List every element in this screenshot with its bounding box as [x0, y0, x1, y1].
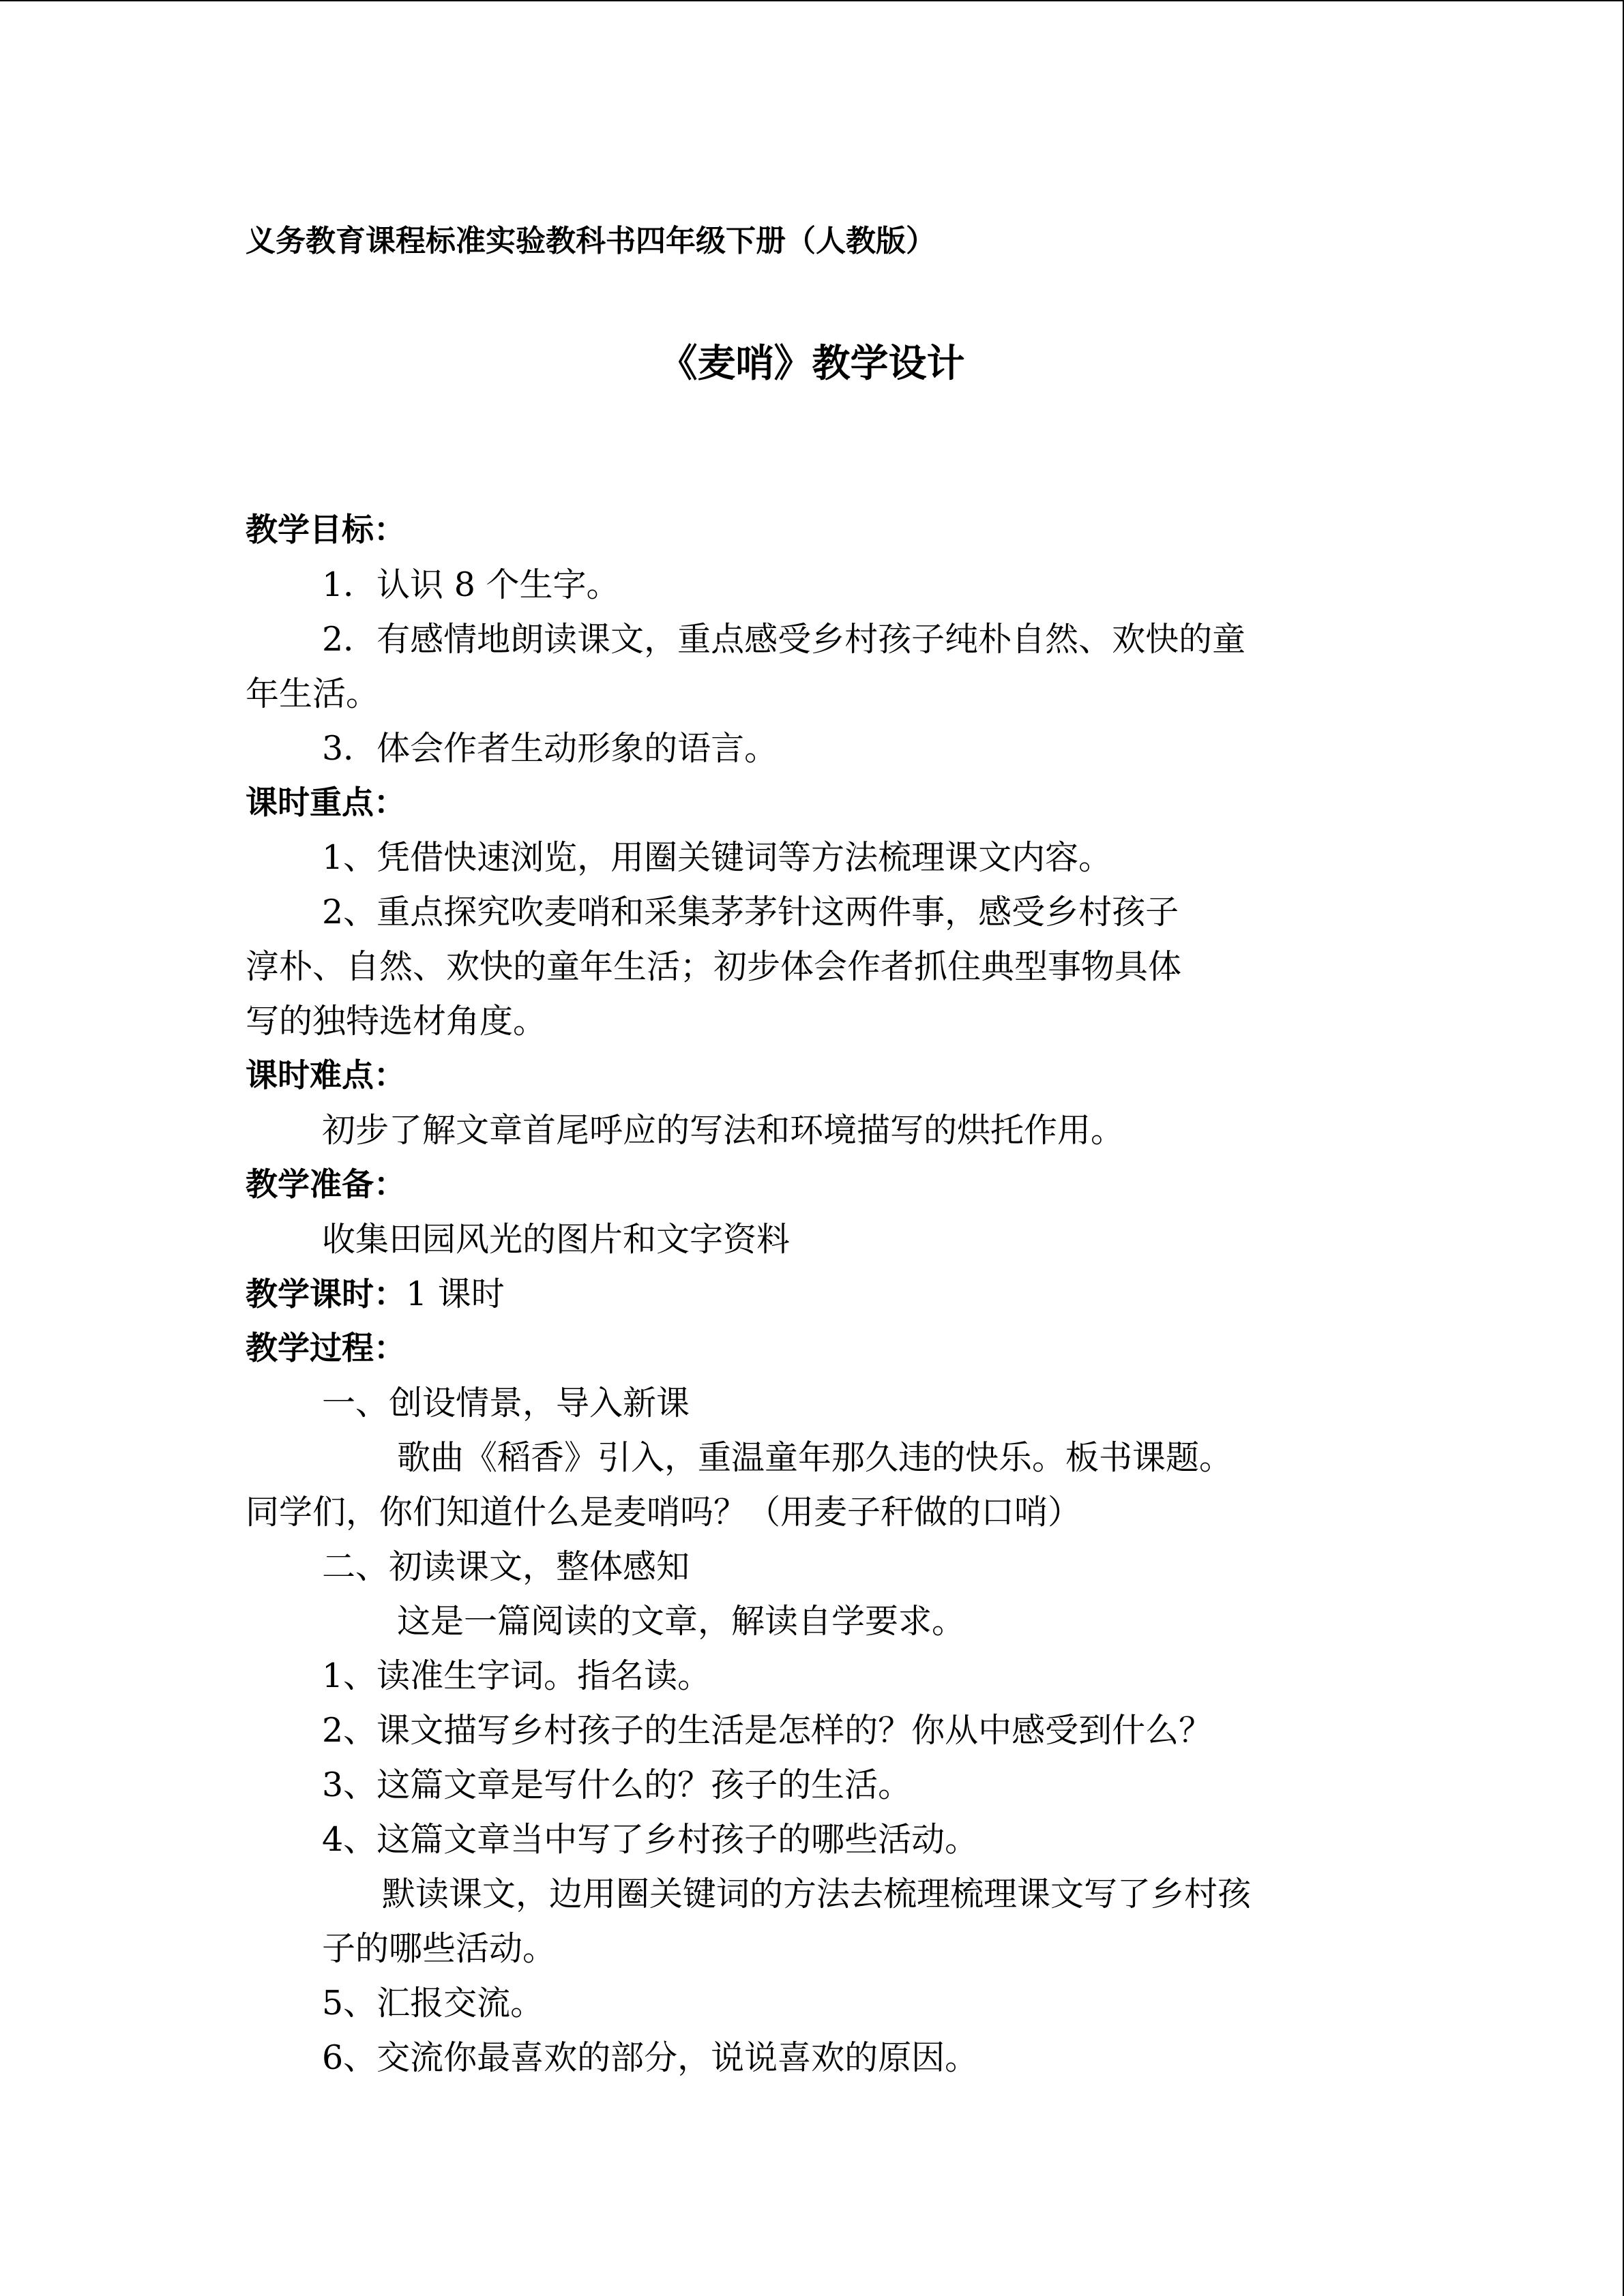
objective-item: 1．认识 8 个生字。: [322, 565, 620, 604]
document-title: 《麦哨》教学设计: [659, 342, 965, 386]
process-paragraph: 歌曲《稻香》引入，重温童年那久违的快乐。板书课题。: [397, 1438, 1233, 1477]
key-point-item: 1、凭借快速浏览，用圈关键词等方法梳理课文内容。: [322, 838, 1112, 877]
class-hours-value: 1 课时: [406, 1274, 505, 1313]
process-step: 4、这篇文章当中写了乡村孩子的哪些活动。: [322, 1820, 979, 1859]
document-header: 义务教育课程标准实验教科书四年级下册（人教版）: [246, 224, 936, 258]
process-paragraph: 这是一篇阅读的文章，解读自学要求。: [397, 1602, 966, 1641]
process-paragraph: 默读课文，边用圈关键词的方法去梳理梳理课文写了乡村孩: [382, 1875, 1252, 1913]
difficulties-heading: 课时难点：: [246, 1057, 406, 1094]
process-step: 2、课文描写乡村孩子的生活是怎样的？你从中感受到什么？: [322, 1711, 1213, 1750]
objective-item: 2．有感情地朗读课文，重点感受乡村孩子纯朴自然、欢快的童: [322, 620, 1246, 659]
key-point-item: 2、重点探究吹麦哨和采集茅茅针这两件事，感受乡村孩子: [322, 893, 1179, 931]
key-points-heading: 课时重点：: [246, 784, 406, 822]
process-paragraph-continuation: 同学们，你们知道什么是麦哨吗？（用麦子秆做的口哨）: [246, 1493, 1082, 1532]
objective-item-continuation: 年生活。: [246, 674, 380, 713]
key-point-continuation: 写的独特选材角度。: [246, 1002, 547, 1041]
objectives-heading: 教学目标：: [246, 511, 406, 549]
objective-item: 3．体会作者生动形象的语言。: [322, 729, 778, 768]
process-section-title: 二、初读课文，整体感知: [322, 1547, 690, 1586]
process-paragraph-continuation: 子的哪些活动。: [322, 1929, 557, 1968]
process-section-title: 一、创设情景，导入新课: [322, 1384, 690, 1422]
process-step: 6、交流你最喜欢的部分，说说喜欢的原因。: [322, 2038, 979, 2077]
preparation-heading: 教学准备：: [246, 1166, 406, 1204]
preparation-item: 收集田园风光的图片和文字资料: [322, 1220, 791, 1259]
process-step: 1、读准生字词。指名读。: [322, 1656, 711, 1695]
process-step: 5、汇报交流。: [322, 1984, 544, 2023]
process-heading: 教学过程：: [246, 1330, 406, 1367]
process-step: 3、这篇文章是写什么的？孩子的生活。: [322, 1765, 912, 1804]
key-point-continuation: 淳朴、自然、欢快的童年生活；初步体会作者抓住典型事物具体: [246, 947, 1182, 986]
class-hours-heading: 教学课时：: [246, 1276, 406, 1313]
document-body: [246, 503, 1378, 2085]
difficulty-item: 初步了解文章首尾呼应的写法和环境描写的烘托作用。: [322, 1111, 1125, 1150]
class-hours-row: [246, 1267, 1378, 1322]
